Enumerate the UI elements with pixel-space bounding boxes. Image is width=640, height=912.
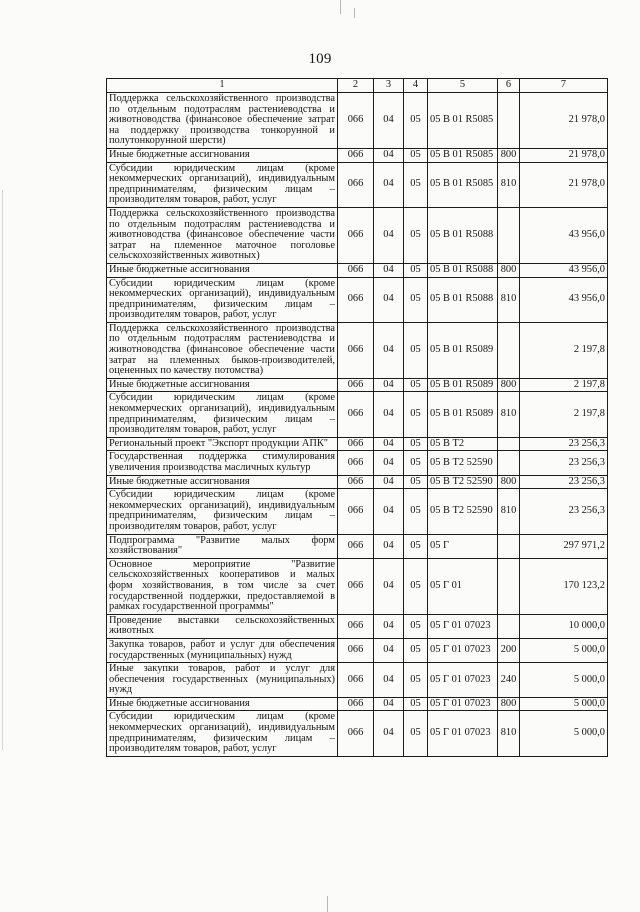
- amount-cell: 43 956,0: [520, 277, 608, 322]
- expense-type-cell: 800: [498, 475, 520, 489]
- expense-type-cell: [498, 558, 520, 614]
- target-article-cell: 05 В 01 R5088: [428, 207, 498, 263]
- section-code-cell: 04: [374, 277, 404, 322]
- row-name-cell: Субсидии юридическим лицам (кроме некоммерческих организаций), индивидуальным предпринимателям, физическим лицам – производителям товаров, работ, услуг: [107, 489, 338, 534]
- amount-cell: 21 978,0: [520, 93, 608, 149]
- ministry-code-cell: 066: [338, 489, 374, 534]
- row-name-cell: Поддержка сельскохозяйственного производства по отдельным подотраслям растениеводства и животноводства (финансовое обеспечение затрат на поддержку производства тонкорунной и полутонкорунной шерсти): [107, 93, 338, 149]
- amount-cell: 43 956,0: [520, 263, 608, 277]
- target-article-cell: 05 В 01 R5085: [428, 93, 498, 149]
- amount-cell: 5 000,0: [520, 663, 608, 698]
- expense-type-cell: [498, 437, 520, 451]
- subsection-code-cell: 05: [404, 638, 428, 662]
- table-row: [107, 437, 608, 451]
- column-header: 6: [498, 79, 520, 93]
- ministry-code-cell: 066: [338, 475, 374, 489]
- target-article-cell: 05 Г 01 07023: [428, 663, 498, 698]
- target-article-cell: 05 В Т2 52590: [428, 489, 498, 534]
- expense-type-cell: 810: [498, 489, 520, 534]
- table-row: [107, 614, 608, 638]
- column-header: 7: [520, 79, 608, 93]
- expense-type-cell: 800: [498, 697, 520, 711]
- amount-cell: 10 000,0: [520, 614, 608, 638]
- subsection-code-cell: 05: [404, 322, 428, 378]
- expense-type-cell: [498, 614, 520, 638]
- table-row: [107, 711, 608, 756]
- ministry-code-cell: 066: [338, 614, 374, 638]
- subsection-code-cell: 05: [404, 663, 428, 698]
- section-code-cell: 04: [374, 614, 404, 638]
- amount-cell: 23 256,3: [520, 437, 608, 451]
- section-code-cell: 04: [374, 207, 404, 263]
- target-article-cell: 05 В Т2 52590: [428, 451, 498, 475]
- ministry-code-cell: 066: [338, 437, 374, 451]
- table-row: [107, 558, 608, 614]
- expense-type-cell: [498, 207, 520, 263]
- section-code-cell: 04: [374, 437, 404, 451]
- ministry-code-cell: 066: [338, 322, 374, 378]
- section-code-cell: 04: [374, 534, 404, 558]
- target-article-cell: 05 Г 01: [428, 558, 498, 614]
- row-name-cell: Подпрограмма "Развитие малых форм хозяйствования": [107, 534, 338, 558]
- subsection-code-cell: 05: [404, 162, 428, 207]
- expense-type-cell: [498, 451, 520, 475]
- row-name-cell: Государственная поддержка стимулирования увеличения производства масличных культур: [107, 451, 338, 475]
- row-name-cell: Иные бюджетные ассигнования: [107, 697, 338, 711]
- table-row: [107, 392, 608, 437]
- ministry-code-cell: 066: [338, 451, 374, 475]
- table-row: [107, 638, 608, 662]
- ministry-code-cell: 066: [338, 638, 374, 662]
- expense-type-cell: 240: [498, 663, 520, 698]
- subsection-code-cell: 05: [404, 277, 428, 322]
- table-row: [107, 475, 608, 489]
- subsection-code-cell: 05: [404, 148, 428, 162]
- ministry-code-cell: 066: [338, 392, 374, 437]
- ministry-code-cell: 066: [338, 263, 374, 277]
- table-row: [107, 489, 608, 534]
- row-name-cell: Закупка товаров, работ и услуг для обеспечения государственных (муниципальных) нужд: [107, 638, 338, 662]
- amount-cell: 2 197,8: [520, 392, 608, 437]
- subsection-code-cell: 05: [404, 558, 428, 614]
- table-row: [107, 322, 608, 378]
- expense-type-cell: 800: [498, 148, 520, 162]
- section-code-cell: 04: [374, 93, 404, 149]
- amount-cell: 23 256,3: [520, 489, 608, 534]
- row-name-cell: Региональный проект "Экспорт продукции АПК": [107, 437, 338, 451]
- ministry-code-cell: 066: [338, 663, 374, 698]
- target-article-cell: 05 В 01 R5089: [428, 378, 498, 392]
- ministry-code-cell: 066: [338, 558, 374, 614]
- row-name-cell: Субсидии юридическим лицам (кроме некоммерческих организаций), индивидуальным предпринимателям, физическим лицам – производителям товаров, работ, услуг: [107, 162, 338, 207]
- table-row: [107, 277, 608, 322]
- row-name-cell: Иные бюджетные ассигнования: [107, 378, 338, 392]
- table-row: [107, 207, 608, 263]
- target-article-cell: 05 В 01 R5089: [428, 322, 498, 378]
- target-article-cell: 05 В Т2: [428, 437, 498, 451]
- table-row: [107, 263, 608, 277]
- column-header: 2: [338, 79, 374, 93]
- amount-cell: 21 978,0: [520, 148, 608, 162]
- subsection-code-cell: 05: [404, 614, 428, 638]
- subsection-code-cell: 05: [404, 378, 428, 392]
- section-code-cell: 04: [374, 148, 404, 162]
- column-header: 4: [404, 79, 428, 93]
- subsection-code-cell: 05: [404, 475, 428, 489]
- table-row: [107, 697, 608, 711]
- section-code-cell: 04: [374, 663, 404, 698]
- target-article-cell: 05 Г 01 07023: [428, 638, 498, 662]
- section-code-cell: 04: [374, 392, 404, 437]
- expense-type-cell: 810: [498, 162, 520, 207]
- amount-cell: 297 971,2: [520, 534, 608, 558]
- amount-cell: 23 256,3: [520, 475, 608, 489]
- row-name-cell: Иные закупки товаров, работ и услуг для обеспечения государственных (муниципальных) нужд: [107, 663, 338, 698]
- amount-cell: 21 978,0: [520, 162, 608, 207]
- amount-cell: 5 000,0: [520, 711, 608, 756]
- ministry-code-cell: 066: [338, 93, 374, 149]
- target-article-cell: 05 Г: [428, 534, 498, 558]
- ministry-code-cell: 066: [338, 378, 374, 392]
- row-name-cell: Субсидии юридическим лицам (кроме некоммерческих организаций), индивидуальным предпринимателям, физическим лицам – производителям товаров, работ, услуг: [107, 277, 338, 322]
- ministry-code-cell: 066: [338, 162, 374, 207]
- expense-type-cell: [498, 322, 520, 378]
- scan-artifact: [327, 896, 328, 912]
- expense-type-cell: 800: [498, 263, 520, 277]
- page-number: 109: [308, 51, 332, 67]
- expense-type-cell: 810: [498, 392, 520, 437]
- row-name-cell: Иные бюджетные ассигнования: [107, 148, 338, 162]
- row-name-cell: Основное мероприятие "Развитие сельскохозяйственных кооперативов и малых форм хозяйствования, в том числе за счет государственной поддержки, предоставляемой в рамках государственной программы": [107, 558, 338, 614]
- subsection-code-cell: 05: [404, 711, 428, 756]
- table-row: [107, 663, 608, 698]
- expense-type-cell: [498, 93, 520, 149]
- expense-type-cell: 800: [498, 378, 520, 392]
- row-name-cell: Субсидии юридическим лицам (кроме некоммерческих организаций), индивидуальным предпринимателям, физическим лицам – производителям товаров, работ, услуг: [107, 711, 338, 756]
- ministry-code-cell: 066: [338, 207, 374, 263]
- amount-cell: 2 197,8: [520, 378, 608, 392]
- column-header: 5: [428, 79, 498, 93]
- amount-cell: 43 956,0: [520, 207, 608, 263]
- scan-artifact: [354, 8, 355, 18]
- target-article-cell: 05 В 01 R5085: [428, 162, 498, 207]
- target-article-cell: 05 В Т2 52590: [428, 475, 498, 489]
- amount-cell: 5 000,0: [520, 638, 608, 662]
- section-code-cell: 04: [374, 711, 404, 756]
- row-name-cell: Проведение выставки сельскохозяйственных животных: [107, 614, 338, 638]
- subsection-code-cell: 05: [404, 451, 428, 475]
- table-row: [107, 93, 608, 149]
- row-name-cell: Иные бюджетные ассигнования: [107, 475, 338, 489]
- subsection-code-cell: 05: [404, 697, 428, 711]
- section-code-cell: 04: [374, 558, 404, 614]
- table-row: [107, 162, 608, 207]
- ministry-code-cell: 066: [338, 148, 374, 162]
- amount-cell: 2 197,8: [520, 322, 608, 378]
- target-article-cell: 05 В 01 R5085: [428, 148, 498, 162]
- column-header: 3: [374, 79, 404, 93]
- subsection-code-cell: 05: [404, 534, 428, 558]
- section-code-cell: 04: [374, 489, 404, 534]
- section-code-cell: 04: [374, 697, 404, 711]
- ministry-code-cell: 066: [338, 277, 374, 322]
- section-code-cell: 04: [374, 322, 404, 378]
- subsection-code-cell: 05: [404, 392, 428, 437]
- section-code-cell: 04: [374, 162, 404, 207]
- subsection-code-cell: 05: [404, 489, 428, 534]
- table-row: [107, 451, 608, 475]
- row-name-cell: Поддержка сельскохозяйственного производства по отдельным подотраслям растениеводства и животноводства (финансовое обеспечение части затрат на племенное маточное поголовье сельскохозяйственных животных): [107, 207, 338, 263]
- row-name-cell: Иные бюджетные ассигнования: [107, 263, 338, 277]
- target-article-cell: 05 В 01 R5088: [428, 263, 498, 277]
- row-name-cell: Поддержка сельскохозяйственного производства по отдельным подотраслям растениеводства и животноводства (финансовое обеспечение части затрат на племенных быков-производителей, оцененных по качеству потомства): [107, 322, 338, 378]
- amount-cell: 23 256,3: [520, 451, 608, 475]
- target-article-cell: 05 Г 01 07023: [428, 711, 498, 756]
- target-article-cell: 05 Г 01 07023: [428, 697, 498, 711]
- amount-cell: 170 123,2: [520, 558, 608, 614]
- header-row: [107, 79, 608, 93]
- expense-type-cell: [498, 534, 520, 558]
- table-row: [107, 534, 608, 558]
- target-article-cell: 05 В 01 R5089: [428, 392, 498, 437]
- section-code-cell: 04: [374, 451, 404, 475]
- section-code-cell: 04: [374, 638, 404, 662]
- scan-artifact: [340, 0, 341, 14]
- ministry-code-cell: 066: [338, 534, 374, 558]
- subsection-code-cell: 05: [404, 207, 428, 263]
- section-code-cell: 04: [374, 263, 404, 277]
- expense-type-cell: 810: [498, 711, 520, 756]
- ministry-code-cell: 066: [338, 697, 374, 711]
- amount-cell: 5 000,0: [520, 697, 608, 711]
- subsection-code-cell: 05: [404, 93, 428, 149]
- column-header: 1: [107, 79, 338, 93]
- scan-artifact: [2, 190, 3, 750]
- section-code-cell: 04: [374, 378, 404, 392]
- subsection-code-cell: 05: [404, 263, 428, 277]
- table-row: [107, 378, 608, 392]
- section-code-cell: 04: [374, 475, 404, 489]
- row-name-cell: Субсидии юридическим лицам (кроме некоммерческих организаций), индивидуальным предпринимателям, физическим лицам – производителям товаров, работ, услуг: [107, 392, 338, 437]
- subsection-code-cell: 05: [404, 437, 428, 451]
- target-article-cell: 05 В 01 R5088: [428, 277, 498, 322]
- expense-type-cell: 810: [498, 277, 520, 322]
- budget-table: [106, 78, 608, 757]
- ministry-code-cell: 066: [338, 711, 374, 756]
- table-row: [107, 148, 608, 162]
- target-article-cell: 05 Г 01 07023: [428, 614, 498, 638]
- expense-type-cell: 200: [498, 638, 520, 662]
